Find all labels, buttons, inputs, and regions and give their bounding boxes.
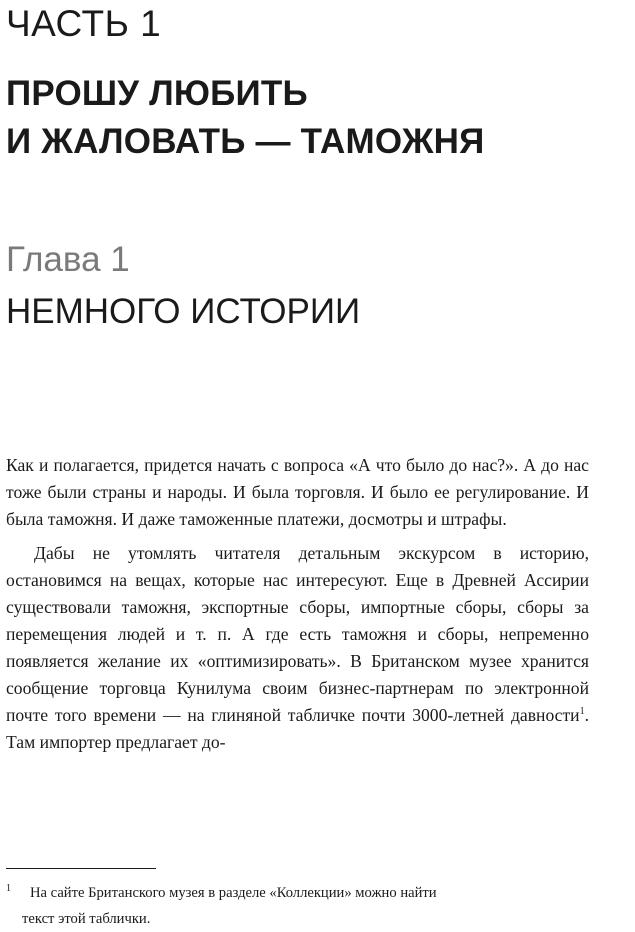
paragraph-2-tail: . Там импортер предлагает до- [6,705,589,752]
body-text [6,452,589,756]
paragraph-2-text: Дабы не утомлять читателя детальным экскурсом в историю, остановимся на вещах, которые нас интересуют. Еще в Древней Ассирии существовали таможня, экспортные сборы, импортные сборы, сборы за перемещения людей и т. п. А где есть таможня и сборы, непременно появляется желание их «оптимизировать». В Британском музее хранится сообщение торговца Кунилума своим бизнес-партнерам по электронной почте того времени — на глиняной табличке почти 3000-летней давности [6,543,589,725]
footnote-line-1 [6,880,589,906]
part-title-line-2: И ЖАЛОВАТЬ — ТАМОЖНЯ [6,122,485,161]
chapter-title: НЕМНОГО ИСТОРИИ [6,292,361,331]
paragraph-1: Как и полагается, придется начать с вопроса «А что было до нас?». А до нас тоже были страны и народы. И была торговля. И было ее регулирование. И была таможня. И даже таможенные платежи, досмотры и штрафы. [6,455,589,529]
footnote-number: 1 [6,883,11,894]
footnote [6,880,589,932]
part-title [6,70,635,166]
footnote-divider [6,868,156,869]
part-label: ЧАСТЬ 1 [6,3,162,44]
paragraph-2 [6,540,589,756]
chapter-label: Глава 1 [6,240,130,279]
part-title-line-1: ПРОШУ ЛЮБИТЬ [6,74,308,113]
footnote-reference[interactable]: 1 [579,706,585,718]
footnote-line-2: текст этой таблички. [22,911,151,927]
footnote-text-1: На сайте Британского музея в разделе «Коллекции» можно найти [30,885,437,901]
